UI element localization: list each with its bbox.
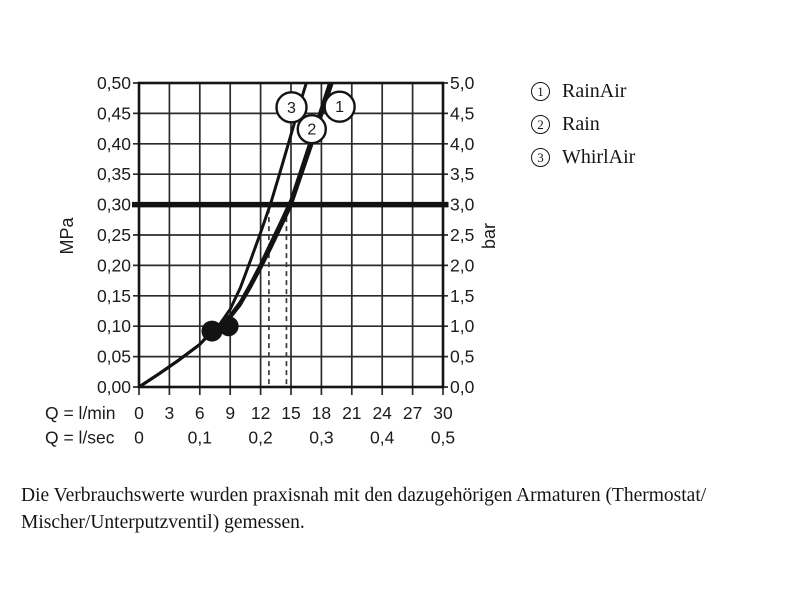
x-tick-label: 21	[342, 403, 362, 423]
curve-label-3-number: 3	[287, 99, 296, 117]
y-axis-left-labels	[97, 73, 131, 397]
legend-item-rainair	[531, 81, 635, 101]
curve-label-2-number: 2	[307, 121, 317, 139]
x-tick-label: 27	[402, 403, 423, 423]
x-tick-label: 3	[164, 403, 175, 423]
y-axis-left-unit: MPa	[57, 217, 77, 255]
x-tick-label: 0,3	[309, 427, 334, 448]
x-tick-label: 6	[194, 403, 205, 423]
y-tick-label: 4,0	[450, 133, 475, 154]
y-tick-label: 0,0	[450, 377, 475, 397]
x-axis-lsec-ticks	[134, 428, 455, 448]
x-tick-label: 9	[225, 403, 236, 423]
y-tick-label: 2,0	[450, 255, 475, 276]
point-marker-2	[219, 316, 239, 336]
y-tick-label: 0,50	[96, 73, 131, 93]
y-axis-right-labels	[450, 73, 475, 397]
y-tick-label: 0,00	[96, 377, 131, 397]
y-tick-label: 0,15	[96, 285, 131, 306]
y-tick-label: 5,0	[450, 73, 475, 93]
x-axis-lsec-label: Q = l/sec	[45, 427, 115, 448]
legend-item-whirlair	[531, 147, 635, 167]
y-tick-label: 0,10	[96, 316, 131, 337]
x-tick-label: 12	[250, 403, 271, 423]
legend-item-label: Rain	[562, 112, 600, 135]
y-tick-label: 0,05	[96, 346, 131, 367]
y-tick-label: 0,25	[96, 225, 131, 245]
curve-label-1-number: 1	[335, 99, 345, 117]
x-axis-lmin-label: Q = l/min	[45, 403, 116, 423]
caption	[21, 482, 761, 536]
y-tick-label: 0,40	[96, 133, 131, 154]
y-tick-label: 0,45	[96, 103, 131, 124]
y-tick-label: 3,0	[450, 194, 475, 215]
legend-item-label: WhirlAir	[562, 145, 636, 168]
y-tick-label: 0,35	[96, 164, 131, 185]
legend-item-rain	[531, 114, 635, 134]
x-tick-label: 0,1	[187, 427, 212, 448]
y-axis-right-unit: bar	[479, 222, 499, 250]
y-tick-label: 0,30	[96, 194, 131, 215]
curve-label-2	[298, 115, 326, 143]
x-tick-label: 18	[311, 403, 332, 423]
curve-3	[139, 77, 308, 387]
x-axis-lmin-ticks	[134, 403, 453, 423]
y-tick-label: 0,5	[450, 346, 475, 367]
legend-number-circle: 3	[531, 148, 550, 167]
y-tick-label: 3,5	[450, 164, 475, 185]
x-tick-label: 24	[372, 403, 392, 423]
caption-line-1: Die Verbrauchswerte wurden praxisnah mit den dazugehörigen Armaturen (Thermostat/	[21, 485, 707, 506]
caption-line-2: Mischer/Unterputzventil) gemessen.	[21, 512, 305, 533]
legend-number-circle: 2	[531, 115, 550, 134]
x-tick-label: 0	[134, 427, 144, 448]
x-tick-label: 0,2	[248, 427, 273, 448]
x-tick-label: 0,4	[370, 427, 395, 448]
legend-number-circle: 1	[531, 82, 550, 101]
x-tick-label: 0,5	[430, 427, 456, 448]
curve-label-1	[325, 92, 355, 122]
x-tick-label: 0	[134, 403, 144, 423]
legend	[531, 81, 635, 180]
y-tick-label: 1,0	[450, 316, 475, 337]
x-tick-label: 30	[433, 403, 453, 423]
x-tick-label: 15	[281, 403, 301, 423]
legend-item-label: RainAir	[562, 79, 627, 102]
y-tick-label: 2,5	[450, 225, 475, 245]
y-tick-label: 1,5	[450, 285, 475, 306]
y-tick-label: 4,5	[450, 103, 475, 124]
y-tick-label: 0,20	[96, 255, 131, 276]
